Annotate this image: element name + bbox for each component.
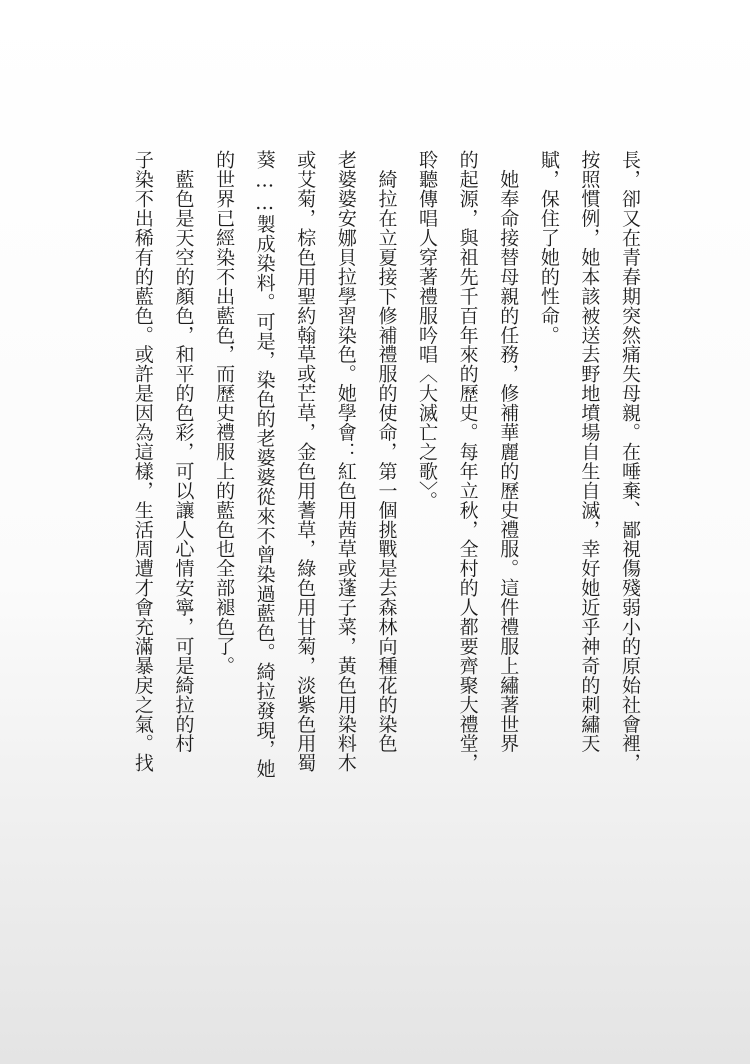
text-line: 綺拉在立夏接下修補禮服的使命，第一個挑戰是去森林向種花的染色 [375,150,398,753]
text-line: 的世界已經染不出藍色，而歷史禮服上的藍色也全部褪色了。 [213,150,236,676]
text-line: 她奉命接替母親的任務，修補華麗的歷史禮服。這件禮服上繡著世界 [497,150,520,753]
text-line: 賦，保住了她的性命。 [537,150,560,345]
text-line: 或艾菊，棕色用聖約翰草或芒草，金色用蓍草，綠色用甘菊，淡紫色用蜀 [294,150,317,773]
vertical-text-body [120,150,650,850]
text-line: 長，卻又在青春期突然痛失母親。在唾棄、鄙視傷殘弱小的原始社會裡， [619,150,641,773]
text-line: 藍色是天空的顏色，和平的色彩，可以讓人心情安寧，可是綺拉的村 [172,150,195,753]
text-line: 葵……製成染料。可是，染色的老婆婆從來不曾染過藍色。綺拉發現，她 [253,150,276,779]
text-line: 子染不出稀有的藍色。或許是因為這樣，生活周遭才會充滿暴戾之氣。找 [131,150,154,773]
text-line: 按照慣例，她本該被送去野地墳場自生自滅，幸好她近乎神奇的刺繡天 [578,150,601,753]
text-line: 聆聽傳唱人穿著禮服吟唱〈大滅亡之歌〉。 [416,150,439,511]
text-line: 老婆婆安娜貝拉學習染色。她學會：紅色用茜草或蓬子菜，黃色用染料木 [334,150,357,773]
text-line: 的起源，與祖先千百年來的歷史。每年立秋，全村的人都要齊聚大禮堂， [456,150,479,773]
